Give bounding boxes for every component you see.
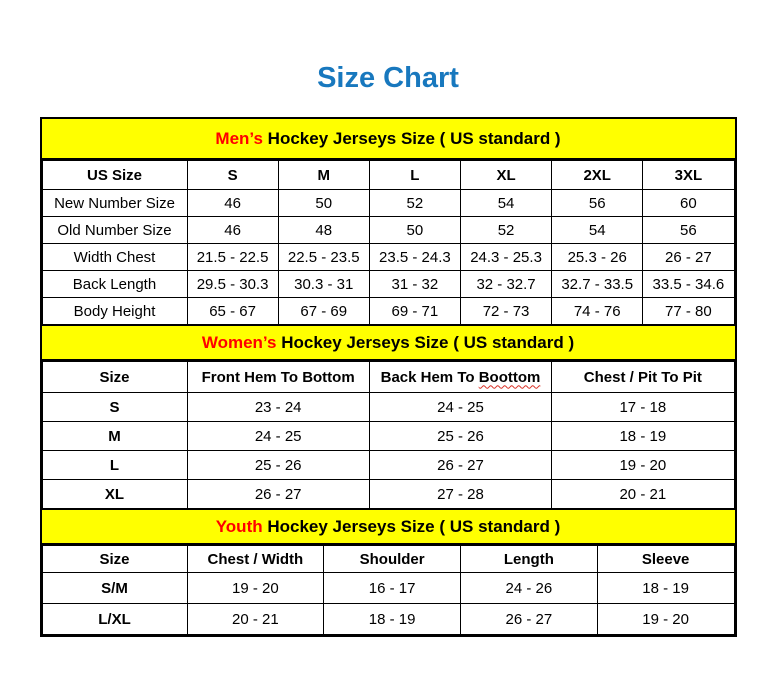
table-cell: 18 - 19 — [597, 573, 734, 604]
table-cell: 24 - 25 — [187, 422, 369, 451]
column-header: S — [187, 161, 278, 190]
table-cell: 25 - 26 — [369, 422, 551, 451]
row-label: Body Height — [42, 298, 187, 325]
table-cell: 26 - 27 — [187, 480, 369, 509]
table-cell: 50 — [278, 190, 369, 217]
column-header: Chest / Pit To Pit — [552, 362, 734, 393]
womens-section-title: Hockey Jerseys Size ( US standard ) — [276, 333, 575, 352]
mens-size-table — [42, 160, 735, 325]
column-header: Size — [42, 546, 187, 573]
table-cell: 26 - 27 — [369, 451, 551, 480]
row-label: Back Length — [42, 271, 187, 298]
misspelled-word: Boottom — [478, 368, 541, 386]
table-cell: 48 — [278, 217, 369, 244]
table-row — [42, 244, 734, 271]
womens-header-row — [42, 362, 734, 393]
column-header: Shoulder — [324, 546, 461, 573]
table-cell: 56 — [552, 190, 643, 217]
row-label: Old Number Size — [42, 217, 187, 244]
table-cell: 16 - 17 — [324, 573, 461, 604]
table-cell: 32 - 32.7 — [460, 271, 551, 298]
table-cell: 46 — [187, 217, 278, 244]
table-cell: 25 - 26 — [187, 451, 369, 480]
table-cell: 19 - 20 — [552, 451, 734, 480]
table-cell: 46 — [187, 190, 278, 217]
womens-section-highlight: Women’s — [201, 333, 277, 352]
table-cell: 21.5 - 22.5 — [187, 244, 278, 271]
column-header: US Size — [42, 161, 187, 190]
table-cell: 52 — [369, 190, 460, 217]
table-cell: 33.5 - 34.6 — [643, 271, 734, 298]
mens-header-row — [42, 161, 734, 190]
row-label: Width Chest — [42, 244, 187, 271]
youth-section-highlight: Youth — [215, 517, 263, 536]
size-chart-sheet — [40, 0, 737, 637]
table-cell: 50 — [369, 217, 460, 244]
column-header: Size — [42, 362, 187, 393]
row-label: L — [42, 451, 187, 480]
womens-section-header — [42, 325, 735, 361]
column-header: Front Hem To Bottom — [187, 362, 369, 393]
table-row — [42, 271, 734, 298]
table-cell: 19 - 20 — [597, 604, 734, 635]
table-row — [42, 393, 734, 422]
table-cell: 29.5 - 30.3 — [187, 271, 278, 298]
table-cell: 18 - 19 — [552, 422, 734, 451]
column-header-text: Back Hem To — [380, 368, 479, 386]
youth-section-title: Hockey Jerseys Size ( US standard ) — [262, 517, 561, 536]
row-label: S/M — [42, 573, 187, 604]
column-header: M — [278, 161, 369, 190]
table-cell: 26 - 27 — [461, 604, 598, 635]
table-row — [42, 298, 734, 325]
table-cell: 25.3 - 26 — [552, 244, 643, 271]
table-cell: 72 - 73 — [460, 298, 551, 325]
youth-section-header — [42, 509, 735, 545]
table-row — [42, 422, 734, 451]
youth-size-table — [42, 545, 735, 635]
table-cell: 65 - 67 — [187, 298, 278, 325]
row-label: XL — [42, 480, 187, 509]
table-cell: 77 - 80 — [643, 298, 734, 325]
table-cell: 20 - 21 — [552, 480, 734, 509]
mens-section-header — [42, 119, 735, 160]
table-cell: 23.5 - 24.3 — [369, 244, 460, 271]
table-cell: 31 - 32 — [369, 271, 460, 298]
table-row — [42, 451, 734, 480]
womens-size-table — [42, 361, 735, 509]
table-cell: 74 - 76 — [552, 298, 643, 325]
table-cell: 23 - 24 — [187, 393, 369, 422]
table-cell: 52 — [460, 217, 551, 244]
table-cell: 19 - 20 — [187, 573, 324, 604]
table-row — [42, 190, 734, 217]
table-cell: 60 — [643, 190, 734, 217]
column-header — [369, 362, 551, 393]
table-cell: 24 - 26 — [461, 573, 598, 604]
table-row — [42, 573, 734, 604]
column-header: 3XL — [643, 161, 734, 190]
table-row — [42, 480, 734, 509]
table-cell: 26 - 27 — [643, 244, 734, 271]
mens-section-highlight: Men’s — [215, 129, 263, 148]
table-cell: 69 - 71 — [369, 298, 460, 325]
table-cell: 22.5 - 23.5 — [278, 244, 369, 271]
row-label: M — [42, 422, 187, 451]
table-cell: 56 — [643, 217, 734, 244]
table-cell: 27 - 28 — [369, 480, 551, 509]
table-cell: 24.3 - 25.3 — [460, 244, 551, 271]
table-cell: 24 - 25 — [369, 393, 551, 422]
column-header: XL — [460, 161, 551, 190]
page-title: Size Chart — [317, 62, 459, 94]
column-header: 2XL — [552, 161, 643, 190]
youth-header-row — [42, 546, 734, 573]
mens-section-title: Hockey Jerseys Size ( US standard ) — [262, 129, 561, 148]
table-cell: 17 - 18 — [552, 393, 734, 422]
table-row — [42, 217, 734, 244]
row-label: L/XL — [42, 604, 187, 635]
table-cell: 54 — [460, 190, 551, 217]
table-cell: 54 — [552, 217, 643, 244]
table-cell: 20 - 21 — [187, 604, 324, 635]
table-cell: 32.7 - 33.5 — [552, 271, 643, 298]
row-label: S — [42, 393, 187, 422]
table-cell: 30.3 - 31 — [278, 271, 369, 298]
table-row — [42, 604, 734, 635]
column-header: Chest / Width — [187, 546, 324, 573]
row-label: New Number Size — [42, 190, 187, 217]
size-chart — [40, 117, 737, 637]
column-header: Length — [461, 546, 598, 573]
table-cell: 67 - 69 — [278, 298, 369, 325]
column-header: L — [369, 161, 460, 190]
column-header: Sleeve — [597, 546, 734, 573]
table-cell: 18 - 19 — [324, 604, 461, 635]
